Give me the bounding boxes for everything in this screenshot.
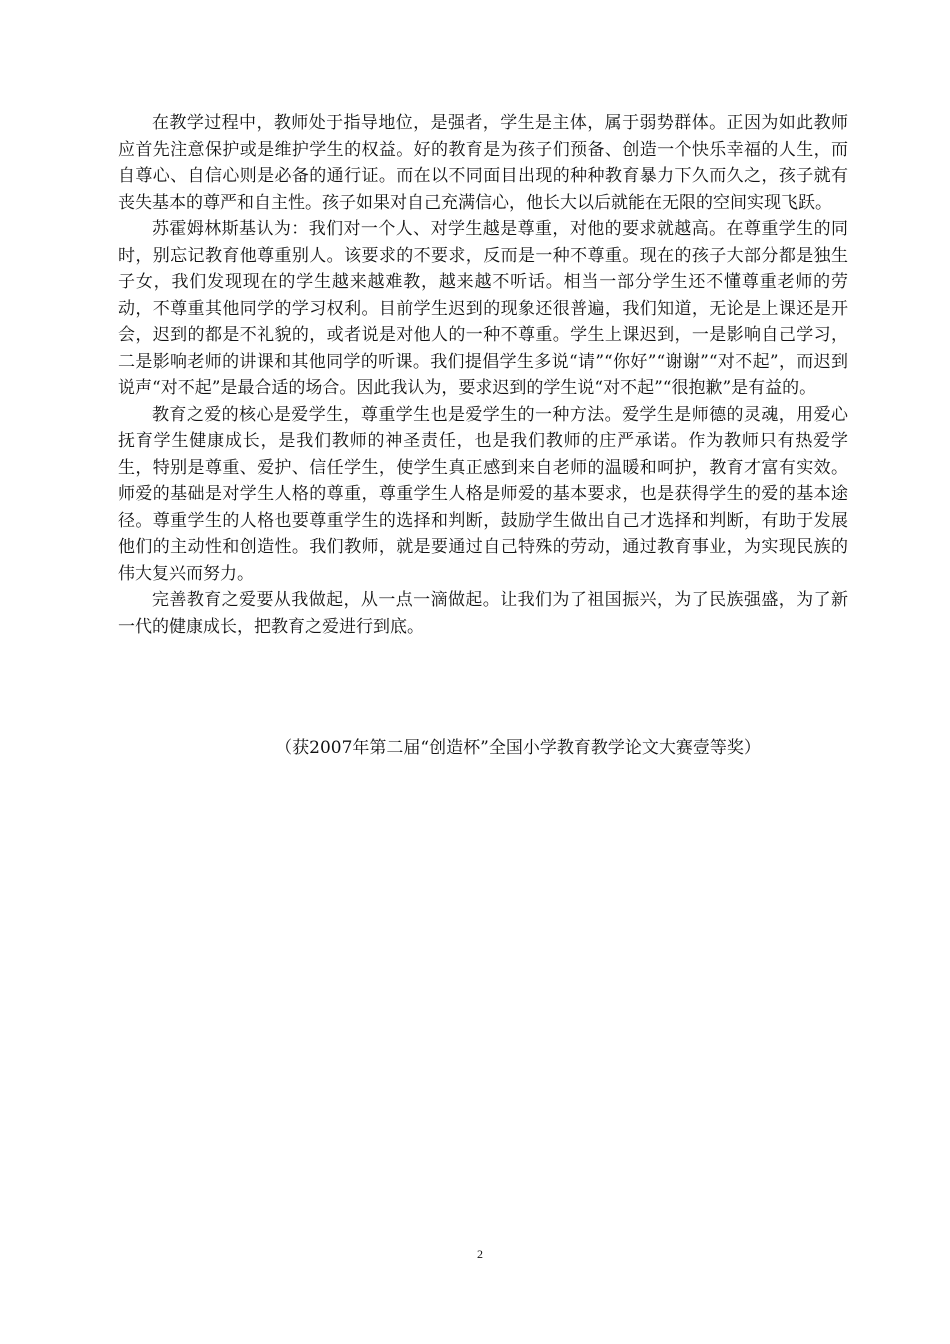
- page-number: 2: [477, 1247, 483, 1261]
- paragraph: 在教学过程中，教师处于指导地位，是强者，学生是主体，属于弱势群体。正因为如此教师应首先注意保护或是维护学生的权益。好的教育是为孩子们预备、创造一个快乐幸福的人生，而自尊心、自信心则是必备的通行证。而在以不同面目出现的种种教育暴力下久而久之，孩子就有丧失基本的尊严和自主性。孩子如果对自己充满信心，他长大以后就能在无限的空间实现飞跃。: [118, 113, 848, 213]
- paragraph: 苏霍姆林斯基认为：我们对一个人、对学生越是尊重，对他的要求就越高。在尊重学生的同时，别忘记教育他尊重别人。该要求的不要求，反而是一种不尊重。现在的孩子大部分都是独生子女，我们发现现在的学生越来越难教，越来越不听话。相当一部分学生还不懂尊重老师的劳动，不尊重其他同学的学习权利。目前学生迟到的现象还很普遍，我们知道，无论是上课还是开会，迟到的都是不礼貌的，或者说是对他人的一种不尊重。学生上课迟到，一是影响自己学习，二是影响老师的讲课和其他同学的听课。我们提倡学生多说“请”“你好”“谢谢”“对不起”，而迟到说声“对不起”是最合适的场合。因此我认为，要求迟到的学生说“对不起”“很抱歉”是有益的。: [118, 219, 848, 398]
- paragraph: 教育之爱的核心是爱学生，尊重学生也是爱学生的一种方法。爱学生是师德的灵魂，用爱心抚育学生健康成长，是我们教师的神圣责任，也是我们教师的庄严承诺。作为教师只有热爱学生，特别是尊重、爱护、信任学生，使学生真正感到来自老师的温暖和呵护，教育才富有实效。师爱的基础是对学生人格的尊重，尊重学生人格是师爱的基本要求，也是获得学生的爱的基本途径。尊重学生的人格也要尊重学生的选择和判断，鼓励学生做出自己才选择和判断，有助于发展他们的主动性和创造性。我们教师，就是要通过自己特殊的劳动，通过教育事业，为实现民族的伟大复兴而努力。: [118, 404, 848, 584]
- award-note: （获2007年第二届“创造杯”全国小学教育教学论文大赛壹等奖）: [275, 738, 761, 758]
- document-body: [118, 110, 848, 640]
- paragraph: 完善教育之爱要从我做起，从一点一滴做起。让我们为了祖国振兴，为了民族强盛，为了新一代的健康成长，把教育之爱进行到底。: [118, 590, 848, 637]
